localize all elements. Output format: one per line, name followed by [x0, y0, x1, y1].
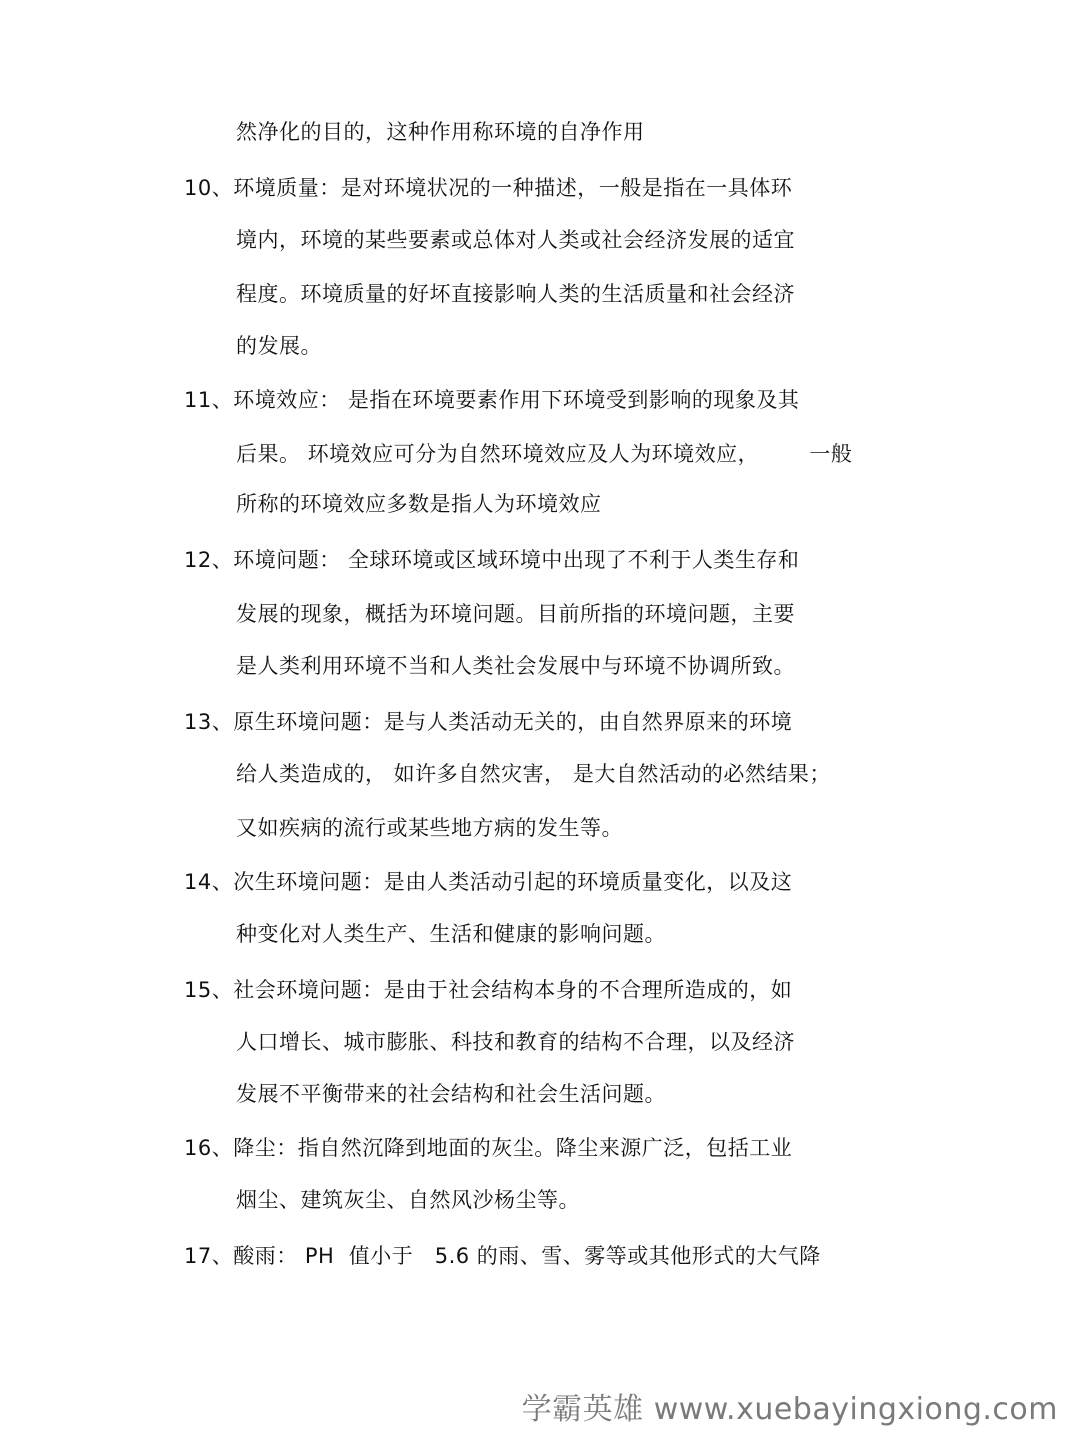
- text-line: 后果。 环境效应可分为自然环境效应及人为环境效应， 一般: [236, 442, 853, 466]
- text-line: 境内，环境的某些要素或总体对人类或社会经济发展的适宜: [236, 228, 795, 252]
- term-10-heading: 10、环境质量：是对环境状况的一种描述，一般是指在一具体环: [184, 176, 793, 200]
- term-12-heading: 12、环境问题： 全球环境或区域环境中出现了不利于人类生存和: [184, 548, 800, 572]
- text-line: 人口增长、城市膨胀、科技和教育的结构不合理，以及经济: [236, 1030, 795, 1054]
- term-16-heading: 16、降尘：指自然沉降到地面的灰尘。降尘来源广泛，包括工业: [184, 1136, 793, 1160]
- term-13-heading: 13、原生环境问题：是与人类活动无关的，由自然界原来的环境: [184, 710, 793, 734]
- term-17-heading: 17、酸雨： PH 值小于 5.6 的雨、雪、雾等或其他形式的大气降: [184, 1244, 821, 1268]
- term-14-heading: 14、次生环境问题：是由人类活动引起的环境质量变化，以及这: [184, 870, 793, 894]
- term-11-heading: 11、环境效应： 是指在环境要素作用下环境受到影响的现象及其: [184, 388, 800, 412]
- site-watermark: 学霸英雄 www.xuebayingxiong.com: [521, 1392, 1058, 1427]
- term-15-heading: 15、社会环境问题：是由于社会结构本身的不合理所造成的，如: [184, 978, 793, 1002]
- text-line: 然净化的目的，这种作用称环境的自净作用: [236, 120, 645, 144]
- text-line: 烟尘、建筑灰尘、自然风沙杨尘等。: [236, 1188, 580, 1212]
- text-line: 种变化对人类生产、生活和健康的影响问题。: [236, 922, 666, 946]
- text-line: 发展不平衡带来的社会结构和社会生活问题。: [236, 1082, 666, 1106]
- text-line: 程度。环境质量的好坏直接影响人类的生活质量和社会经济: [236, 282, 795, 306]
- text-line: 又如疾病的流行或某些地方病的发生等。: [236, 816, 623, 840]
- text-line: 是人类利用环境不当和人类社会发展中与环境不协调所致。: [236, 654, 795, 678]
- text-line: 给人类造成的， 如许多自然灾害， 是大自然活动的必然结果；: [236, 762, 831, 786]
- text-line: 所称的环境效应多数是指人为环境效应: [236, 492, 602, 516]
- text-line: 发展的现象，概括为环境问题。目前所指的环境问题，主要: [236, 602, 795, 626]
- text-line: 的发展。: [236, 334, 322, 358]
